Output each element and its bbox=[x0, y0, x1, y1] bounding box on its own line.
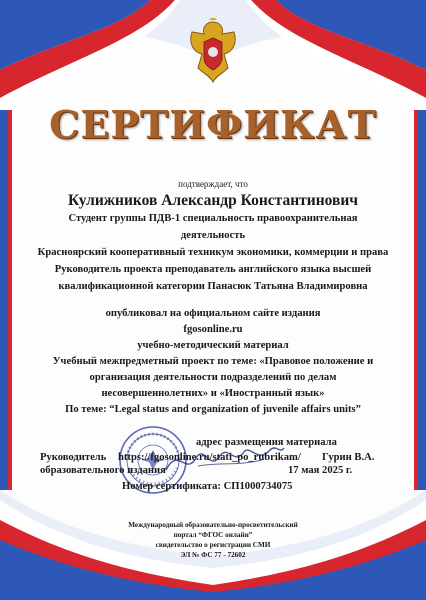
material-url[interactable]: https://fgosonline.ru/stati_po_rubrikam/ bbox=[118, 452, 301, 463]
group-line-1: Студент группы ПДВ-1 специальность правоохранительная bbox=[68, 213, 358, 224]
issue-date: 17 мая 2025 г. bbox=[288, 465, 353, 476]
footer-portal-line-2: портал “ФГОС онлайн” bbox=[173, 531, 253, 539]
topic-english: По теме: “Legal status and organization of juvenile affairs units” bbox=[65, 404, 361, 415]
footer-portal-line-1: Международный образовательно-просветительский bbox=[128, 521, 298, 529]
topic-line-1: Учебный межпредметный проект по теме: «Правовое положение и bbox=[52, 356, 374, 367]
institution: Красноярский кооперативный техникум экономики, коммерции и права bbox=[37, 247, 389, 258]
head-label-line-2: образовательного издания bbox=[40, 465, 166, 476]
head-name: Гурин В.А. bbox=[322, 452, 375, 463]
head-label-line-1: Руководитель bbox=[40, 452, 107, 463]
group-line-2: деятельность bbox=[180, 230, 246, 241]
certificate-number: Номер сертификата: СП1000734075 bbox=[122, 481, 293, 492]
material-type: учебно-методический материал bbox=[137, 340, 289, 351]
site-name: fgosonline.ru bbox=[183, 324, 243, 335]
confirms-text: подтверждает, что bbox=[178, 179, 248, 189]
recipient-name: Кулижников Александр Константинович bbox=[67, 192, 359, 209]
supervisor-line-2: квалификационной категории Панасюк Татьяна Владимировна bbox=[58, 281, 368, 292]
footer-registration-number: ЭЛ № ФС 77 - 72602 bbox=[180, 551, 246, 559]
footer-registration: свидетельство о регистрации СМИ bbox=[155, 541, 271, 549]
certificate-title: СЕРТИФИКАТ bbox=[49, 102, 377, 147]
published-text: опубликовал на официальном сайте издания bbox=[105, 308, 321, 319]
topic-line-3: несовершеннолетних» и «Иностранный язык» bbox=[101, 388, 325, 399]
topic-line-2: организация деятельности подразделений по делам bbox=[89, 372, 337, 383]
russian-coat-of-arms-icon bbox=[184, 18, 242, 84]
address-label: адрес размещения материала bbox=[196, 437, 337, 448]
supervisor-line-1: Руководитель проекта преподаватель английского языка высшей bbox=[54, 264, 372, 275]
